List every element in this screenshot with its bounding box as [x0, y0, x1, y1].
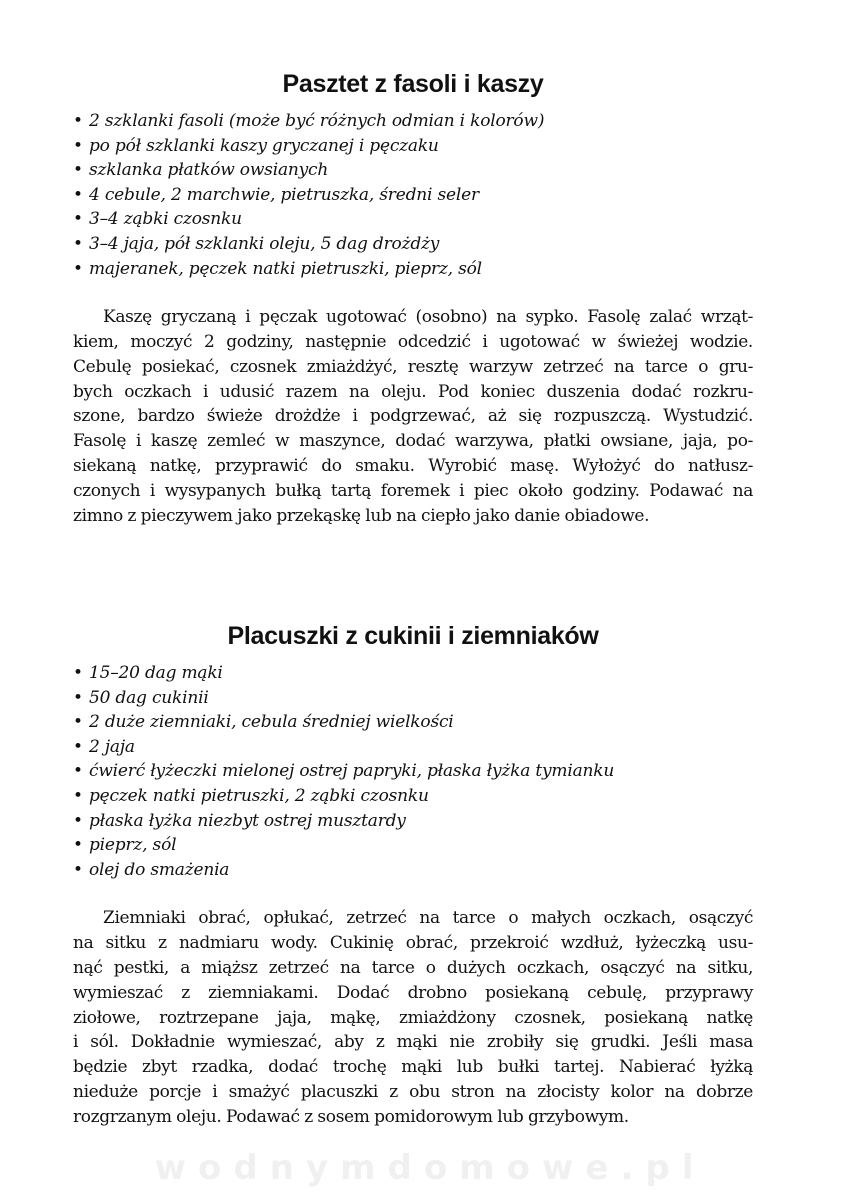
bullet-icon: • [73, 712, 83, 733]
instruction-line: bych oczkach i udusić razem na oleju. Pod koniec duszenia dodać rozkru- [73, 381, 753, 402]
bullet-icon: • [73, 135, 83, 156]
instruction-line: na sitku z nadmiaru wody. Cukinię obrać, przekroić wzdłuż, łyżeczką usu- [73, 933, 753, 954]
instruction-line: zimno z pieczywem jako przekąskę lub na ciepło jako danie obiadowe. [73, 505, 650, 526]
instruction-line: wymieszać z ziemniakami. Dodać drobno posiekaną cebulę, przyprawy [73, 982, 753, 1003]
ingredient-item: • pęczek natki pietruszki, 2 ząbki czosnku [73, 784, 753, 809]
ingredient-item: • 3–4 jaja, pół szklanki oleju, 5 dag drożdży [73, 232, 753, 257]
ingredient-item: • ćwierć łyżeczki mielonej ostrej papryki, płaska łyżka tymianku [73, 759, 753, 784]
bullet-icon: • [73, 736, 83, 757]
recipe-title: Placuszki z cukinii i ziemniaków [227, 622, 599, 650]
instruction-line: siekaną natkę, przyprawić do smaku. Wyrobić masę. Wyłożyć do natłusz- [73, 455, 753, 476]
ingredient-item: • 2 duże ziemniaki, cebula średniej wielkości [73, 710, 753, 735]
recipe-instructions [73, 305, 753, 528]
instruction-line: Cebulę posiekać, czosnek zmiażdżyć, resztę warzyw zetrzeć na tarce o gru- [73, 356, 753, 377]
ingredient-item: • po pół szklanki kaszy gryczanej i pęczaku [73, 134, 753, 159]
instruction-line: kiem, moczyć 2 godziny, następnie odcedzić i ugotować w świeżej wodzie. [73, 331, 753, 352]
instruction-line: czonych i wysypanych bułką tartą foremek i piec około godziny. Podawać na [73, 480, 753, 501]
bullet-icon: • [73, 111, 83, 131]
bullet-icon: • [73, 209, 83, 230]
bullet-icon: • [73, 687, 83, 708]
instruction-line: rozgrzanym oleju. Podawać z sosem pomidorowym lub grzybowym. [73, 1106, 629, 1127]
bullet-icon: • [73, 859, 83, 880]
ingredient-item: • majeranek, pęczek natki pietruszki, pieprz, sól [73, 257, 753, 282]
instruction-line: nieduże porcje i smażyć placuszki z obu stron na złocisty kolor na dobrze [73, 1081, 753, 1102]
bullet-icon: • [73, 663, 83, 683]
watermark: wodnymdomowe.pl [154, 1148, 706, 1188]
ingredient-item: • 4 cebule, 2 marchwie, pietruszka, średni seler [73, 183, 753, 208]
ingredient-item: • olej do smażenia [73, 858, 753, 883]
bullet-icon: • [73, 785, 83, 806]
ingredient-item: • 2 jaja [73, 735, 753, 760]
bullet-icon: • [73, 761, 83, 782]
bullet-icon: • [73, 258, 83, 279]
ingredient-list [73, 109, 753, 281]
instruction-line: Fasolę i kaszę zemleć w maszynce, dodać warzywa, płatki owsiane, jaja, po- [73, 431, 753, 452]
bullet-icon: • [73, 233, 83, 254]
ingredient-item: • 50 dag cukinii [73, 686, 753, 711]
ingredient-item: • płaska łyżka niezbyt ostrej musztardy [73, 809, 753, 834]
ingredient-list [73, 661, 753, 882]
bullet-icon: • [73, 835, 83, 856]
bullet-icon: • [73, 184, 83, 205]
ingredient-item: • 3–4 ząbki czosnku [73, 207, 753, 232]
instruction-line: nąć pestki, a miąższ zetrzeć na tarce o dużych oczkach, osączyć na sitku, [73, 957, 753, 978]
recipe-title: Pasztet z fasoli i kaszy [282, 70, 544, 98]
instruction-line: będzie zbyt rzadka, dodać trochę mąki lub bułki tartej. Nabierać łyżką [73, 1057, 753, 1078]
instruction-line: Kaszę gryczaną i pęczak ugotować (osobno) na sypko. Fasolę zalać wrząt- [103, 307, 753, 328]
recipe-placuszki [73, 616, 753, 1130]
ingredient-item: • pieprz, sól [73, 833, 753, 858]
instruction-line: ziołowe, roztrzepane jaja, mąkę, zmiażdżony czosnek, posiekaną natkę [73, 1007, 753, 1028]
recipe-instructions [73, 906, 753, 1129]
ingredient-item: • 15–20 dag mąki [73, 661, 753, 686]
ingredient-item: • 2 szklanki fasoli (może być różnych odmian i kolorów) [73, 109, 753, 134]
recipe-pasztet [73, 64, 753, 528]
bullet-icon: • [73, 160, 83, 181]
instruction-line: szone, bardzo świeże drożdże i podgrzewać, aż się rozpuszczą. Wystudzić. [73, 406, 753, 427]
instruction-line: Ziemniaki obrać, opłukać, zetrzeć na tarce o małych oczkach, osączyć [103, 908, 753, 929]
instruction-line: i sól. Dokładnie wymieszać, aby z mąki nie zrobiły się grudki. Jeśli masa [73, 1032, 753, 1053]
bullet-icon: • [73, 810, 83, 831]
ingredient-item: • szklanka płatków owsianych [73, 158, 753, 183]
